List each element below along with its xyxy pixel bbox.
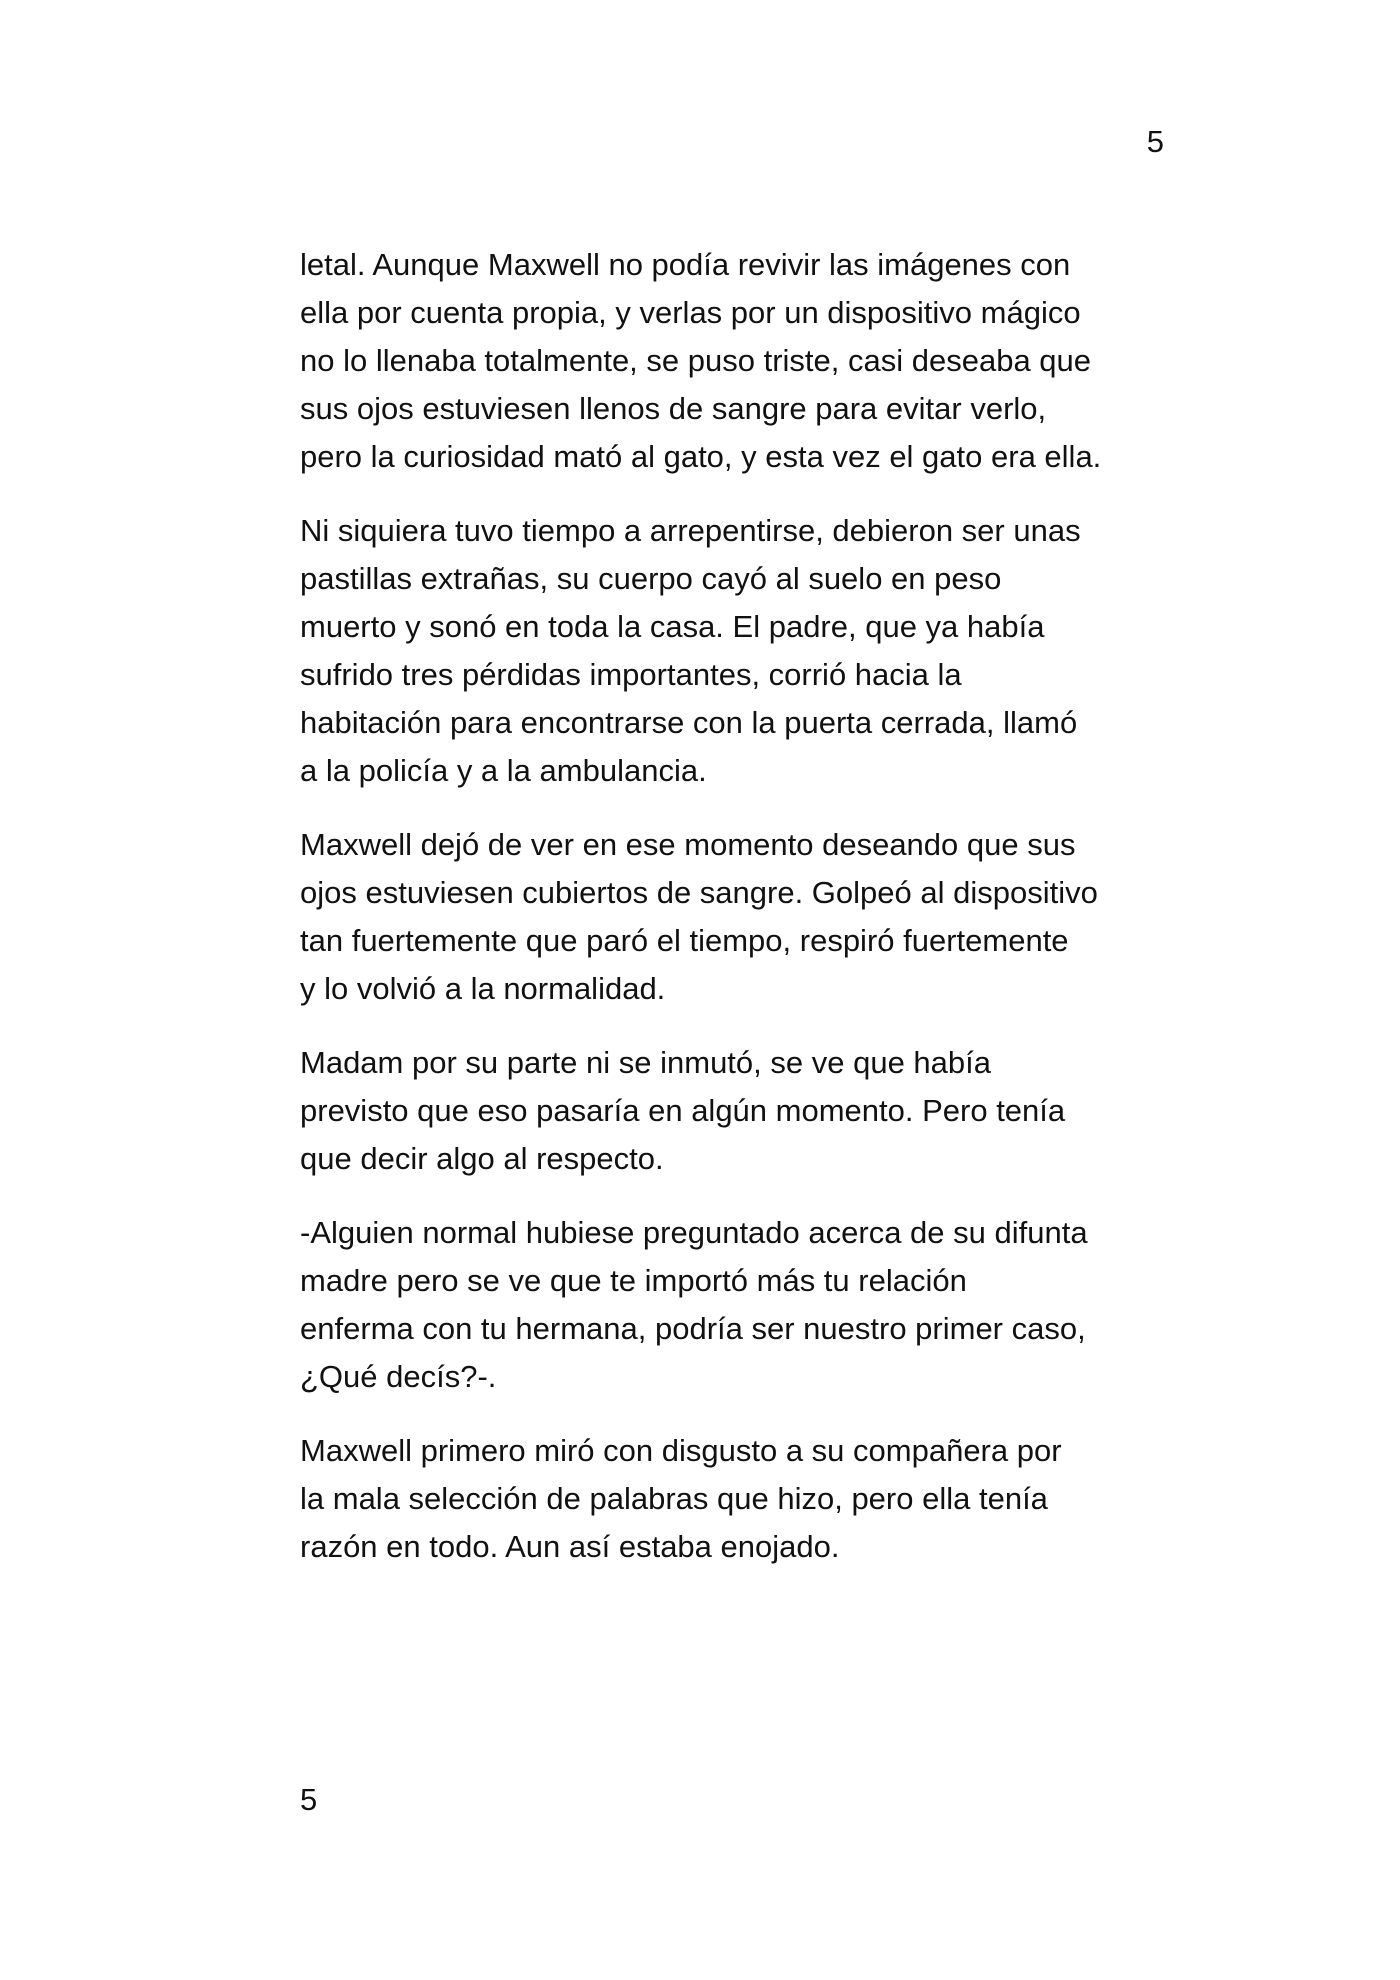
text-line: pastillas extrañas, su cuerpo cayó al suelo en peso bbox=[300, 561, 1002, 596]
text-line: Maxwell dejó de ver en ese momento deseando que sus bbox=[300, 827, 1076, 862]
text-line: a la policía y a la ambulancia. bbox=[300, 753, 707, 788]
paragraph bbox=[300, 1209, 1170, 1401]
text-line: sufrido tres pérdidas importantes, corrió hacia la bbox=[300, 657, 962, 692]
text-line: letal. Aunque Maxwell no podía revivir las imágenes con bbox=[300, 247, 1071, 282]
text-line: previsto que eso pasaría en algún momento. Pero tenía bbox=[300, 1093, 1066, 1128]
text-line: Maxwell primero miró con disgusto a su compañera por bbox=[300, 1433, 1062, 1468]
text-line: y lo volvió a la normalidad. bbox=[300, 971, 666, 1006]
text-line: -Alguien normal hubiese preguntado acerca de su difunta bbox=[300, 1215, 1088, 1250]
text-line: que decir algo al respecto. bbox=[300, 1141, 664, 1176]
text-line: ella por cuenta propia, y verlas por un dispositivo mágico bbox=[300, 295, 1081, 330]
paragraph bbox=[300, 507, 1170, 795]
body-text bbox=[300, 241, 1170, 1597]
text-line: madre pero se ve que te importó más tu relación bbox=[300, 1263, 967, 1298]
text-line: sus ojos estuviesen llenos de sangre para evitar verlo, bbox=[300, 391, 1047, 426]
text-line: habitación para encontrarse con la puerta cerrada, llamó bbox=[300, 705, 1078, 740]
header-page-number: 5 bbox=[1146, 124, 1164, 159]
text-line: pero la curiosidad mató al gato, y esta vez el gato era ella. bbox=[300, 439, 1102, 474]
paragraph bbox=[300, 241, 1170, 481]
paragraph bbox=[300, 1427, 1170, 1571]
text-line: la mala selección de palabras que hizo, pero ella tenía bbox=[300, 1481, 1048, 1516]
footer-page-number: 5 bbox=[300, 1782, 318, 1817]
text-line: no lo llenaba totalmente, se puso triste, casi deseaba que bbox=[300, 343, 1092, 378]
text-line: tan fuertemente que paró el tiempo, respiró fuertemente bbox=[300, 923, 1069, 958]
text-line: enferma con tu hermana, podría ser nuestro primer caso, bbox=[300, 1311, 1086, 1346]
text-line: Ni siquiera tuvo tiempo a arrepentirse, debieron ser unas bbox=[300, 513, 1081, 548]
text-line: Madam por su parte ni se inmutó, se ve que había bbox=[300, 1045, 992, 1080]
text-line: ojos estuviesen cubiertos de sangre. Golpeó al dispositivo bbox=[300, 875, 1098, 910]
paragraph bbox=[300, 1039, 1170, 1183]
text-line: ¿Qué decís?-. bbox=[300, 1359, 497, 1394]
text-line: razón en todo. Aun así estaba enojado. bbox=[300, 1529, 840, 1564]
paragraph bbox=[300, 821, 1170, 1013]
text-line: muerto y sonó en toda la casa. El padre, que ya había bbox=[300, 609, 1045, 644]
